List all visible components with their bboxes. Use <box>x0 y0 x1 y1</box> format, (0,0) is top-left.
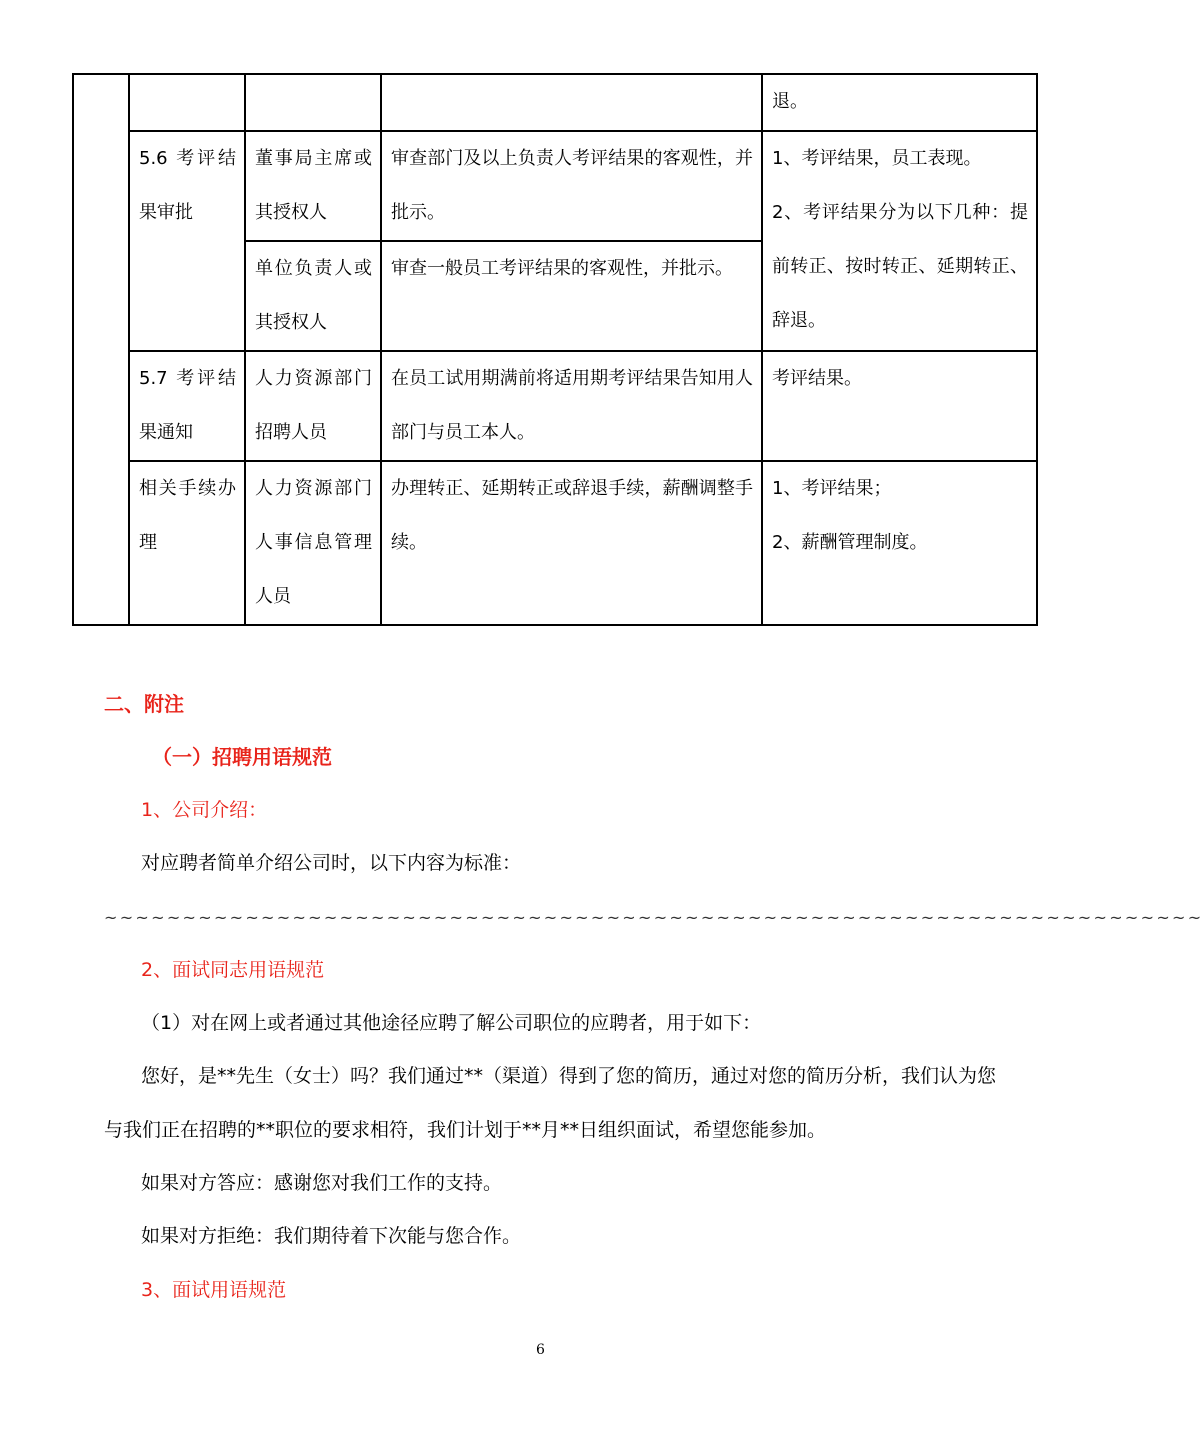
item-title: 3、面试用语规范 <box>141 1279 287 1301</box>
table-cell-output <box>762 351 1037 461</box>
table-cell <box>245 74 381 131</box>
output-line: 2、薪酬管理制度。 <box>772 532 928 553</box>
table-cell-step <box>129 131 245 351</box>
content-text: 在员工试用期满前将适用期考评结果告知用人部门与员工本人。 <box>391 368 753 443</box>
table-cell-step <box>129 351 245 461</box>
role-text: 人力资源部门招聘人员 <box>255 368 372 443</box>
paragraph: 对应聘者简单介绍公司时，以下内容为标准： <box>141 852 522 874</box>
page-number: 6 <box>536 1342 545 1358</box>
table-cell-content <box>381 461 762 625</box>
role-text: 人力资源部门人事信息管理人员 <box>255 478 372 607</box>
table-cell <box>381 74 762 131</box>
subsection-heading: （一）招聘用语规范 <box>152 745 332 769</box>
table-cell-role <box>245 351 381 461</box>
placeholder-line: ~~~~~~~~~~~~~~~~~~~~~~~~~~~~~~~~~~~~~~~~~~~~~~~~~~~~~~~~~~~~~~~~~~~~~~ <box>104 908 1203 927</box>
table-row <box>73 131 1037 241</box>
table-cell-role <box>245 461 381 625</box>
table-cell-role <box>245 241 381 351</box>
table-cell <box>762 74 1037 131</box>
content-text: 审查一般员工考评结果的客观性，并批示。 <box>391 258 733 279</box>
paragraph: （1）对在网上或者通过其他途径应聘了解公司职位的应聘者，用于如下： <box>141 1012 762 1034</box>
step-name: 5.7 考评结果通知 <box>139 368 236 443</box>
content-text: 审查部门及以上负责人考评结果的客观性，并批示。 <box>391 148 753 223</box>
table-row <box>73 351 1037 461</box>
output-line: 2、考评结果分为以下几种：提前转正、按时转正、延期转正、辞退。 <box>772 202 1028 331</box>
table-cell-empty <box>73 74 129 625</box>
process-table <box>72 73 1038 626</box>
table-row <box>73 461 1037 625</box>
table-cell <box>129 74 245 131</box>
table-cell-content <box>381 241 762 351</box>
role-text: 董事局主席或其授权人 <box>255 148 372 223</box>
table-row <box>73 74 1037 131</box>
table-cell-content <box>381 131 762 241</box>
step-name: 5.6 考评结果审批 <box>139 148 236 223</box>
role-text: 单位负责人或其授权人 <box>255 258 372 333</box>
paragraph: 与我们正在招聘的**职位的要求相符，我们计划于**月**日组织面试，希望您能参加。 <box>104 1119 827 1141</box>
paragraph: 如果对方拒绝：我们期待着下次能与您合作。 <box>141 1225 522 1247</box>
table-cell-step <box>129 461 245 625</box>
output-text <box>772 132 1028 348</box>
output-line: 1、考评结果； <box>772 478 892 499</box>
step-name: 相关手续办理 <box>139 478 236 553</box>
output-text <box>772 462 1028 570</box>
table-cell-content <box>381 351 762 461</box>
paragraph: 如果对方答应：感谢您对我们工作的支持。 <box>141 1172 503 1194</box>
section-heading: 二、附注 <box>104 692 184 716</box>
table-cell-role <box>245 131 381 241</box>
output-line: 1、考评结果，员工表现。 <box>772 148 982 169</box>
item-title: 1、公司介绍： <box>141 799 268 821</box>
cell-text: 退。 <box>772 91 808 112</box>
table-cell-output <box>762 131 1037 351</box>
paragraph: 您好，是**先生（女士）吗？我们通过**（渠道）得到了您的简历，通过对您的简历分析，我们认为您 <box>141 1065 997 1087</box>
item-title: 2、面试同志用语规范 <box>141 959 325 981</box>
output-text: 考评结果。 <box>772 368 862 389</box>
content-text: 办理转正、延期转正或辞退手续，薪酬调整手续。 <box>391 478 753 553</box>
table-cell-output <box>762 461 1037 625</box>
